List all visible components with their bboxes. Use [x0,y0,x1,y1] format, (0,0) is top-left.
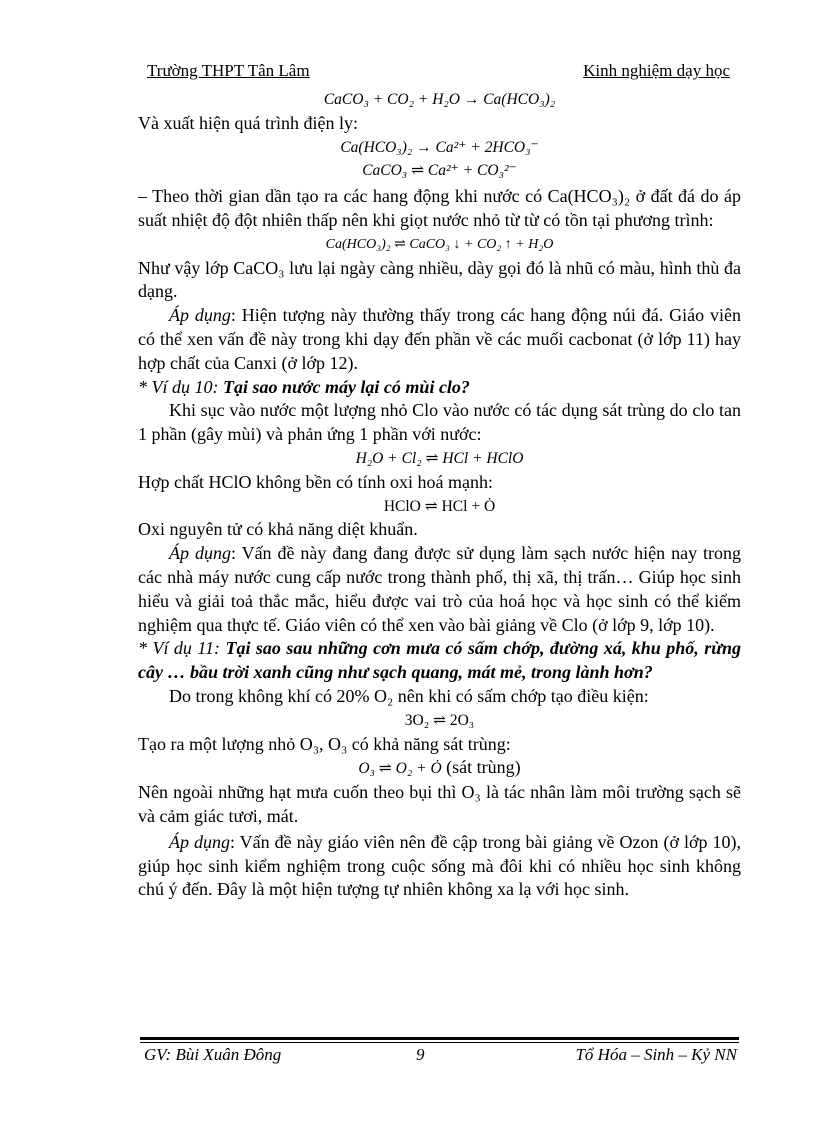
paragraph: Như vậy lớp CaCO₃ lưu lại ngày càng nhiều, dày gọi đó là nhũ có màu, hình thù đa dạng. [138,257,741,302]
application-label: Áp dụng [169,305,231,326]
equation-8 [138,756,741,781]
paragraph: – Theo thời gian dần tạo ra các hang động khi nước có Ca(HCO₃)₂ ở đất đá do áp suất nhiệt độ đột nhiên thấp nên khi giọt nước nhỏ từ từ có tồn tại phương trình: [138,186,741,230]
equation-8-formula: O₃ ⇌ O₂ + Ȯ [358,760,442,778]
application-label: Áp dụng [169,543,231,564]
equation-2: Ca(HCO₃)₂ → Ca²⁺ + 2HCO₃⁻ [340,138,539,156]
application-label: Áp dụng [169,831,230,852]
example-heading [138,376,741,400]
paragraph: Tạo ra một lượng nhỏ O₃, O₃ có khả năng sát trùng: [138,733,511,754]
header-school: Trường THPT Tân Lâm [147,61,310,80]
equation-6: HClO ⇌ HCl + Ȯ [383,497,496,515]
page-body [138,88,741,902]
paragraph: Hợp chất HClO không bền có tính oxi hoá mạnh: [138,471,493,492]
equation-1: CaCO₃ + CO₂ + H₂O → Ca(HCO₃)₂ [323,91,556,108]
footer-rule-thick [140,1037,739,1040]
footer-rule-thin [140,1042,739,1043]
paragraph: Do trong không khí có 20% O₂ nên khi có sấm chớp tạo điều kiện: [169,685,649,706]
application-text: : Vấn đề này đang đang được sử dụng làm sạch nước hiện nay trong các nhà máy nước cung cấp nước trong thành phố, thị xã, thị trấn… Giúp học sinh hiểu và giải toả thắc mắc, hiểu được vai trò của hoá học và học sinh có thể kiểm nghiệm qua thực tế. Giáo viên có thể xen vào bài giảng về Clo (ở lớp 9, lớp 10). [138,543,742,635]
equation-3: CaCO₃ ⇌ Ca²⁺ + CO₃²⁻ [362,162,517,180]
page-number: 9 [416,1045,425,1064]
application-paragraph [138,831,741,902]
application-paragraph [138,542,741,637]
example-label: * Ví dụ 10: [138,376,223,397]
header-title: Kinh nghiệm dạy học [583,61,730,80]
application-text: : Vấn đề này giáo viên nên đề cập trong bài giảng về Ozon (ở lớp 10), giúp học sinh kiểm nghiệm trong cuộc sống mà đôi khi có nhiều học sinh không chú ý đến. Đây là một hiện tượng tự nhiên không xa lạ với học sinh. [138,831,742,900]
paragraph: Oxi nguyên tử có khả năng diệt khuẩn. [138,519,418,540]
page-footer [140,1045,739,1069]
footer-author: GV: Bùi Xuân Đông [144,1045,282,1064]
example-question: Tại sao sau những cơn mưa có sấm chớp, đường xá, khu phố, rừng cây … bầu trời xanh cũng như sạch quang, mát mẻ, trong lành hơn? [138,638,742,683]
example-label: * Ví dụ 11: [138,638,226,659]
footer-department: Tổ Hóa – Sinh – Kỷ NN [575,1045,737,1064]
equation-4: Ca(HCO₃)₂ ⇌ CaCO₃ ↓ + CO₂ ↑ + H₂O [325,236,554,252]
paragraph: Nên ngoài những hạt mưa cuốn theo bụi thì O₃ là tác nhân làm môi trường sạch sẽ và cảm giác tươi, mát. [138,782,741,826]
equation-5: H₂O + Cl₂ ⇌ HCl + HClO [355,449,524,467]
equation-8-note: (sát trùng) [441,757,521,778]
equation-7: 3O₂ ⇌ 2O₃ [404,711,475,729]
paragraph: Khi sục vào nước một lượng nhỏ Clo vào nước có tác dụng sát trùng do clo tan 1 phần (gây mùi) và phản ứng 1 phần với nước: [138,400,741,445]
application-text: : Hiện tượng này thường thấy trong các hang động núi đá. Giáo viên có thể xen vấn đề này trong khi dạy đến phần về các muối cacbonat (ở lớp 11) hay hợp chất của Canxi (ở lớp 12). [138,305,741,373]
example-heading [138,637,741,685]
application-paragraph [138,304,741,375]
page-header [147,61,730,85]
example-question: Tại sao nước máy lại có mùi clo? [223,376,470,397]
paragraph: Và xuất hiện quá trình điện ly: [138,112,358,133]
